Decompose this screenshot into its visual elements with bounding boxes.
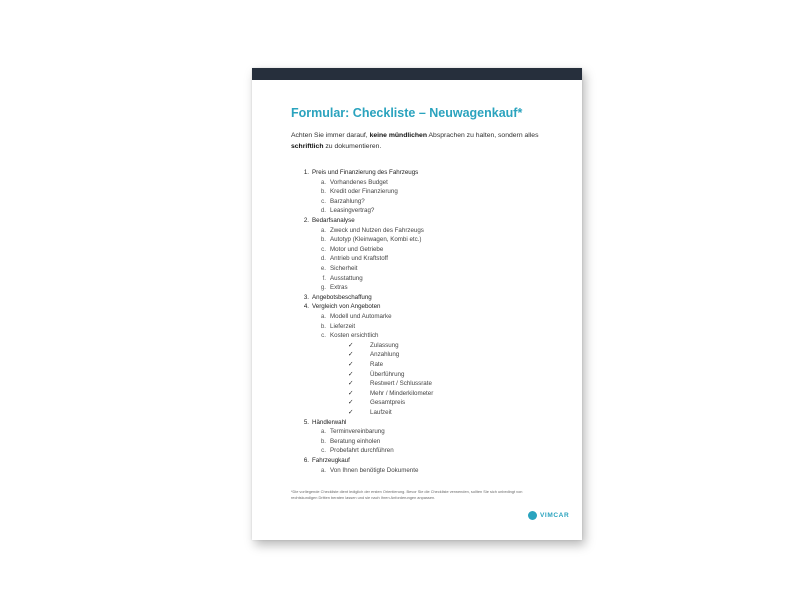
checklist-item-text: Lieferzeit [330, 322, 356, 330]
list-marker: a. [320, 226, 326, 234]
checklist-item-level-3 [348, 379, 432, 388]
checklist-item-level-1 [303, 418, 347, 427]
checklist-item-level-3 [348, 350, 400, 359]
checklist-item-text: Händlerwahl [312, 418, 347, 426]
checkmark-icon: ✓ [348, 409, 354, 416]
list-marker: 4. [303, 303, 309, 311]
checklist-item-level-1 [303, 216, 355, 225]
checklist-item-level-2 [322, 274, 363, 283]
list-marker: c. [321, 197, 326, 205]
checkmark-icon: ✓ [348, 389, 354, 397]
intro-post: zu dokumentieren. [323, 143, 382, 150]
checklist-item-text: Rate [370, 361, 384, 368]
checklist-item-level-2 [320, 254, 389, 263]
checklist-item-text: Vergleich von Angeboten [312, 303, 381, 311]
checklist-item-level-2 [320, 264, 358, 273]
intro-pre: Achten Sie immer darauf, [291, 132, 370, 139]
brand-name: VIMCAR [540, 511, 570, 519]
intro-text [291, 130, 561, 152]
list-marker: c. [321, 245, 326, 253]
checklist-item-level-2 [320, 226, 424, 235]
checklist-item-level-2 [320, 322, 356, 331]
list-marker: a. [320, 178, 326, 186]
list-marker: b. [320, 437, 326, 445]
list-marker: 1. [303, 169, 309, 176]
checklist-item-text: Leasingvertrag? [330, 207, 375, 215]
list-marker: a. [320, 466, 326, 474]
page-title: Formular: Checkliste – Neuwagenkauf* [291, 106, 523, 120]
checklist-item-text: Von Ihnen benötigte Dokumente [330, 466, 419, 474]
checklist-item-text: Kosten ersichtlich [330, 332, 379, 340]
checklist-item-text: Vorhandenes Budget [330, 178, 388, 186]
checklist-item-text: Bedarfsanalyse [312, 217, 355, 224]
checklist-item-text: Fahrzeugkauf [312, 457, 350, 464]
intro-mid: Absprachen zu halten, sondern alles [427, 132, 539, 139]
vimcar-logo-icon [528, 511, 537, 520]
checklist-item-level-3 [348, 408, 392, 417]
checklist-item-text: Gesamtpreis [370, 399, 406, 407]
checkmark-icon: ✓ [348, 351, 354, 359]
checklist-item-level-1 [303, 302, 381, 311]
checklist-item-level-2 [321, 446, 394, 455]
checklist-item-level-1 [303, 293, 372, 302]
checklist-item-text: Motor und Getriebe [330, 245, 384, 253]
list-marker: 2. [303, 217, 309, 224]
checkmark-icon: ✓ [348, 370, 354, 378]
brand-logo [528, 509, 569, 521]
checklist-item-level-2 [320, 427, 385, 436]
checklist-item-level-3 [348, 341, 399, 350]
checklist-item-level-2 [320, 466, 419, 475]
checklist-item-text: Kredit oder Finanzierung [330, 188, 398, 196]
checklist-item-text: Anzahlung [370, 351, 400, 359]
checklist-item-level-1 [303, 456, 350, 465]
list-marker: d. [320, 255, 326, 263]
checklist-item-text: Überführung [370, 370, 405, 378]
checklist-item-text: Mehr / Minderkilometer [370, 389, 434, 397]
checklist-item-text: Autotyp (Kleinwagen, Kombi etc.) [330, 236, 422, 244]
header-bar [252, 68, 582, 80]
list-marker: 3. [303, 293, 309, 301]
checklist-item-text: Zulassung [370, 341, 399, 349]
checklist-item-text: Zweck und Nutzen des Fahrzeugs [330, 226, 424, 234]
checklist-item-text: Extras [330, 284, 348, 292]
checklist-item-level-3 [348, 389, 434, 398]
checkmark-icon: ✓ [348, 399, 354, 407]
checklist-item-level-2 [320, 235, 422, 244]
checklist-item-level-2 [321, 331, 379, 340]
checklist-item-text: Antrieb und Kraftstoff [330, 255, 389, 263]
list-marker: 6. [303, 457, 309, 464]
checklist-item-text: Ausstattung [330, 274, 363, 282]
checklist-item-level-2 [321, 197, 365, 206]
list-marker: c. [321, 332, 326, 340]
checklist-item-text: Angebotsbeschaffung [312, 293, 372, 301]
checklist-item-level-2 [320, 206, 375, 215]
checkmark-icon: ✓ [348, 341, 354, 349]
checklist-item-text: Probefahrt durchführen [330, 447, 394, 455]
checklist-item-text: Barzahlung? [330, 197, 365, 205]
checklist-item-level-3 [348, 360, 384, 369]
checklist-item-level-2 [320, 312, 392, 321]
list-marker: 5. [303, 418, 309, 426]
checklist-item-text: Laufzeit [370, 409, 392, 416]
checklist-item-level-3 [348, 370, 405, 379]
list-marker: b. [320, 188, 326, 196]
checklist-item-text: Preis und Finanzierung des Fahrzeugs [312, 169, 419, 176]
checklist-item-text: Restwert / Schlussrate [370, 380, 432, 388]
checklist-item-level-3 [348, 398, 406, 407]
intro-bold-1: keine mündlichen [369, 132, 427, 139]
checklist-item-level-2 [320, 187, 398, 196]
intro-bold-2: schriftlich [291, 143, 324, 150]
list-marker: a. [320, 313, 326, 320]
list-marker: e. [320, 265, 326, 272]
list-marker: a. [320, 428, 326, 436]
list-marker: f. [322, 274, 326, 282]
footnote: *Die vorliegende Checkliste dient lediglich der ersten Orientierung. Bevor Sie die Checkliste verwenden, sollten Sie sich unbedingt von rechtskundigen Dritten beraten lassen und sie nach Ihren Anforderungen anpassen. [291, 489, 523, 500]
checklist-item-text: Beratung einholen [330, 437, 381, 445]
checklist-item-level-2 [320, 283, 348, 292]
list-marker: c. [321, 447, 326, 455]
list-marker: d. [320, 207, 326, 215]
checklist-item-level-2 [320, 437, 381, 446]
checklist-item-level-1 [303, 168, 419, 177]
checklist-item-level-2 [320, 178, 388, 187]
checklist-item-text: Terminvereinbarung [330, 428, 385, 436]
checkmark-icon: ✓ [348, 380, 354, 388]
checklist-item-level-2 [321, 245, 384, 254]
list-marker: g. [320, 284, 326, 292]
document-page [252, 68, 582, 540]
checklist-item-text: Sicherheit [330, 265, 358, 272]
checkmark-icon: ✓ [348, 361, 354, 368]
list-marker: b. [320, 322, 326, 330]
checklist-item-text: Modell und Automarke [330, 313, 392, 320]
list-marker: b. [320, 236, 326, 244]
